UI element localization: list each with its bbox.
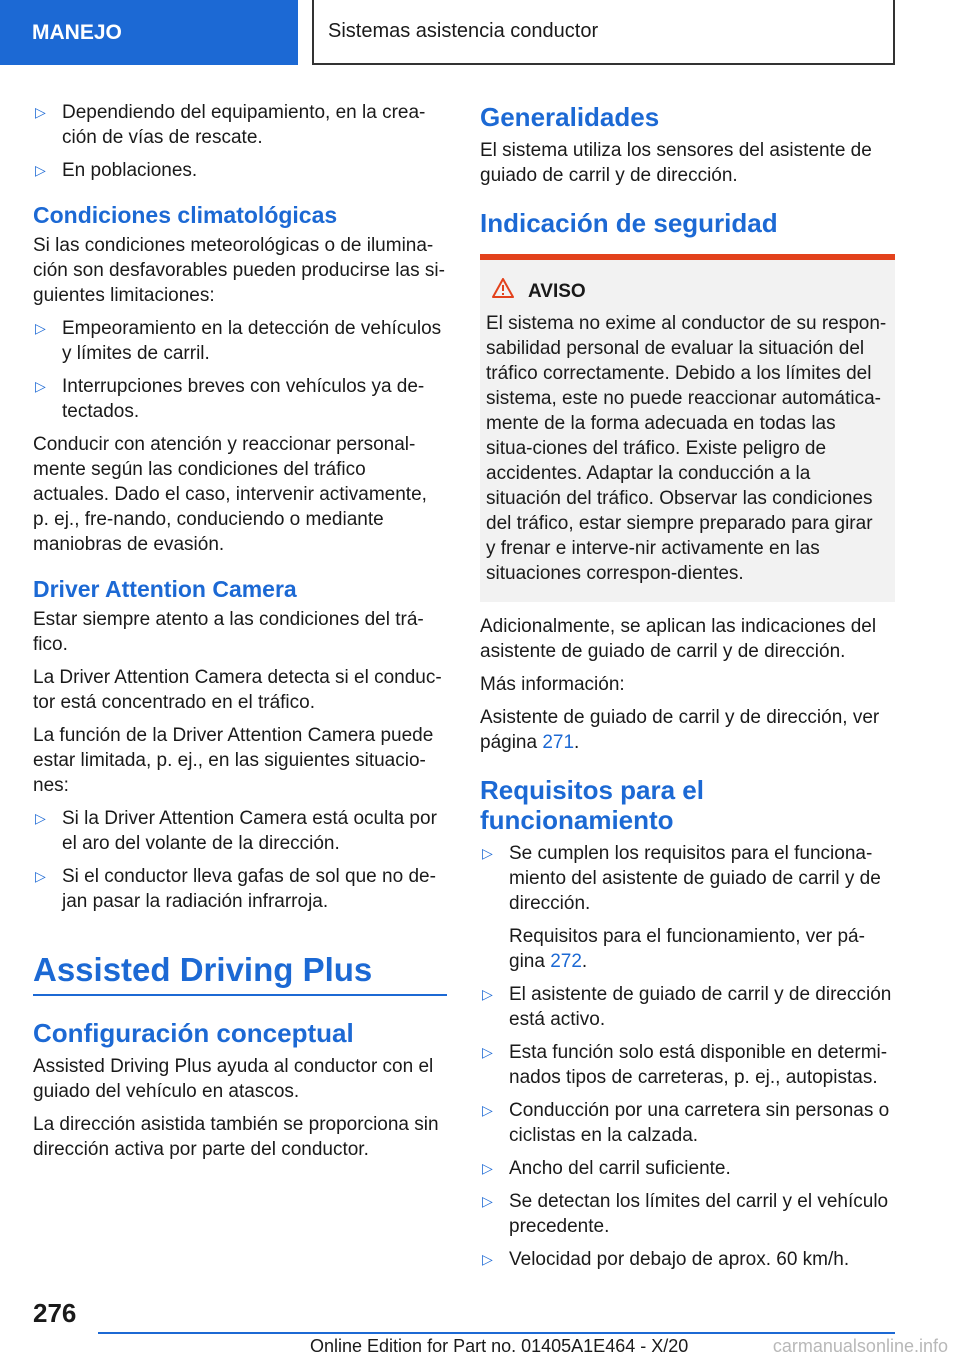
paragraph: La dirección asistida también se proporciona sin dirección activa por parte del conductor. <box>33 1114 439 1160</box>
bullet-list-camera <box>33 806 447 914</box>
triangle-right-icon: ▷ <box>35 320 46 336</box>
triangle-right-icon: ▷ <box>482 1044 493 1060</box>
header-section-tab: MANEJO <box>0 0 298 65</box>
paragraph: Assisted Driving Plus ayuda al conductor con el guiado del vehículo en atascos. <box>33 1056 434 1102</box>
triangle-right-icon: ▷ <box>482 1193 493 1209</box>
paragraph: Más información: <box>480 674 625 695</box>
list-item: ▷ Se cumplen los requisitos para el funciona-miento del asistente de guiado de carril y de dirección. Requisitos para el funcionamiento, ver pá-gina 272. <box>480 841 895 974</box>
warning-triangle-icon <box>492 278 514 305</box>
bullet-list-requisitos <box>480 841 895 1272</box>
list-item: ▷ Empeoramiento en la detección de vehículos y límites de carril. <box>35 318 442 364</box>
list-item: ▷ Si el conductor lleva gafas de sol que no de-jan pasar la radiación infrarroja. <box>35 866 436 912</box>
list-item: ▷ Interrupciones breves con vehículos ya de-tectados. <box>35 376 425 422</box>
list-item: ▷ Esta función solo está disponible en determi-nados tipos de carreteras, p. ej., autopistas. <box>482 1042 888 1088</box>
heading-driver-attention-camera: Driver Attention Camera <box>33 576 297 602</box>
paragraph: El sistema utiliza los sensores del asistente de guiado de carril y de dirección. <box>480 140 872 186</box>
paragraph: Si las condiciones meteorológicas o de ilumina-ción son desfavorables pueden producirse las si-guientes limitaciones: <box>33 235 445 306</box>
paragraph: La función de la Driver Attention Camera puede estar limitada, p. ej., en las siguientes situacio-nes: <box>33 725 434 796</box>
header-chapter-title: Sistemas asistencia conductor <box>312 0 895 65</box>
list-item-subtext: Requisitos para el funcionamiento, ver pá-gina 272. <box>509 926 865 972</box>
list-item: ▷ En poblaciones. <box>35 160 198 181</box>
list-item: ▷ Conducción por una carretera sin personas o ciclistas en la calzada. <box>482 1100 890 1146</box>
footer-divider <box>98 1332 895 1334</box>
right-column <box>480 100 895 1280</box>
triangle-right-icon: ▷ <box>35 162 46 178</box>
paragraph: Adicionalmente, se aplican las indicaciones del asistente de guiado de carril y de dirección. <box>480 616 877 662</box>
triangle-right-icon: ▷ <box>35 868 46 884</box>
triangle-right-icon: ▷ <box>35 378 46 394</box>
list-item: ▷ Si la Driver Attention Camera está oculta por el aro del volante de la dirección. <box>35 808 437 854</box>
paragraph: Conducir con atención y reaccionar personal-mente según las condiciones del tráfico actuales. Dado el caso, intervenir activamente, p. ej., fre-nando, conduciendo o mediante maniobras de evasión. <box>33 434 427 555</box>
heading-indicacion-de-seguridad: Indicación de seguridad <box>480 208 778 238</box>
warning-text: El sistema no exime al conductor de su respon-sabilidad personal de evaluar la situación del tráfico correctamente. Debido a los límites del sistema, este no puede reaccionar automática-mente de la forma adecuada en todas las situa-ciones del tráfico. Existe peligro de accidentes. Adaptar la conducción a la situación del tráfico. Observar las condiciones del tráfico, estar siempre preparado para girar y frenar e interve-nir activamente en las situaciones correspon-dientes. <box>486 313 887 584</box>
triangle-right-icon: ▷ <box>482 1251 493 1267</box>
left-column <box>33 100 447 1170</box>
heading-configuracion-conceptual: Configuración conceptual <box>33 1018 354 1048</box>
warning-box <box>480 254 895 602</box>
page-link-271[interactable]: 271 <box>542 732 575 753</box>
list-item: ▷ El asistente de guiado de carril y de dirección está activo. <box>482 984 892 1030</box>
paragraph: La Driver Attention Camera detecta si el conduc-tor está concentrado en el tráfico. <box>33 667 442 713</box>
warning-label: AVISO <box>528 281 586 302</box>
list-item: ▷ Se detectan los límites del carril y el vehículo precedente. <box>482 1191 889 1237</box>
heading-generalidades: Generalidades <box>480 102 660 132</box>
triangle-right-icon: ▷ <box>482 986 493 1002</box>
paragraph: Estar siempre atento a las condiciones del trá-fico. <box>33 609 424 655</box>
list-item: ▷ Ancho del carril suficiente. <box>482 1158 731 1179</box>
footer-edition: Online Edition for Part no. 01405A1E464 - X/20 <box>310 1336 689 1356</box>
triangle-right-icon: ▷ <box>35 810 46 826</box>
triangle-right-icon: ▷ <box>482 1102 493 1118</box>
heading-condiciones-climatologicas: Condiciones climatológicas <box>33 202 338 228</box>
bullet-list-clima <box>33 316 447 424</box>
bullet-list-top <box>33 100 447 183</box>
warning-title <box>486 278 887 305</box>
page-number: 276 <box>33 1298 77 1328</box>
triangle-right-icon: ▷ <box>35 104 46 120</box>
list-item: ▷ Velocidad por debajo de aprox. 60 km/h. <box>482 1249 850 1270</box>
triangle-right-icon: ▷ <box>482 1160 493 1176</box>
watermark: carmanualsonline.info <box>772 1336 948 1356</box>
heading-assisted-driving-plus: Assisted Driving Plus <box>33 950 447 996</box>
paragraph: Asistente de guiado de carril y de dirección, ver página 271. <box>480 707 880 753</box>
list-item: ▷ Dependiendo del equipamiento, en la crea-ción de vías de rescate. <box>35 102 426 148</box>
page-link-272[interactable]: 272 <box>550 951 582 972</box>
triangle-right-icon: ▷ <box>482 845 493 861</box>
heading-requisitos: Requisitos para el funcionamiento <box>480 775 704 835</box>
